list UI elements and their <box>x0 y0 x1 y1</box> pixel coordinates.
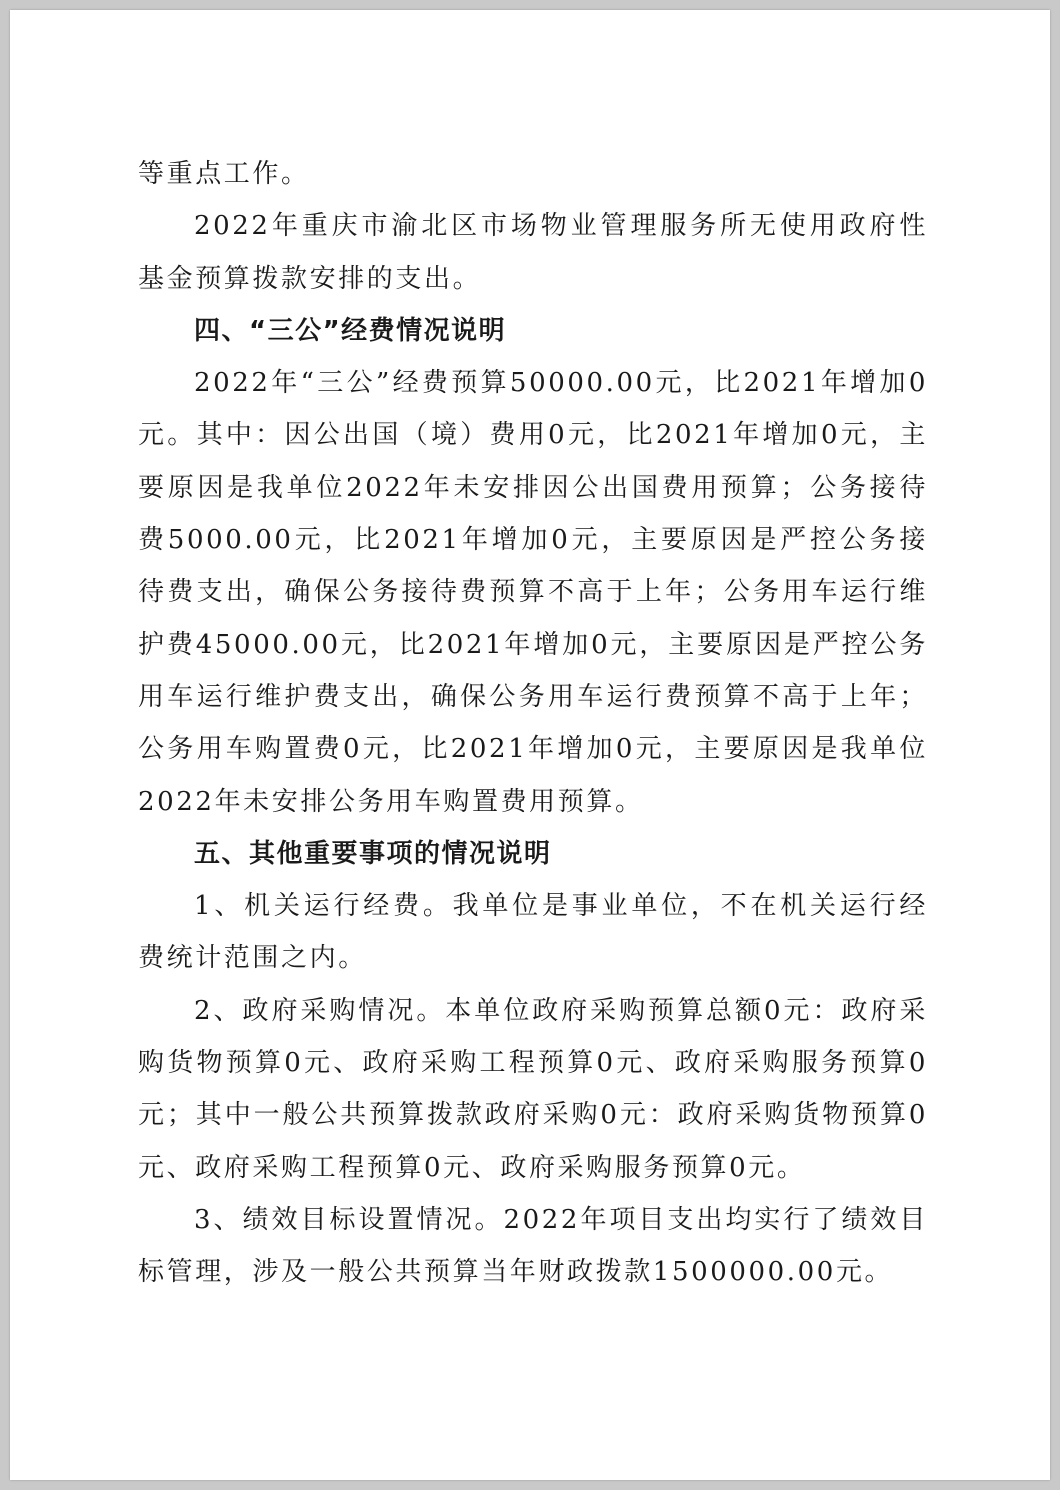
paragraph-operating-expenses: 1、机关运行经费。我单位是事业单位，不在机关运行经费统计范围之内。 <box>138 891 928 974</box>
paragraph-government-procurement: 2、政府采购情况。本单位政府采购预算总额0元：政府采购货物预算0元、政府采购工程预算0元、政府采购服务预算0元；其中一般公共预算拨款政府采购0元：政府采购货物预算0元、政府采购工程预算0元、政府采购服务预算0元。 <box>138 995 928 1183</box>
paragraph-government-fund: 2022年重庆市渝北区市场物业管理服务所无使用政府性基金预算拨款安排的支出。 <box>138 211 928 294</box>
paragraph-three-public-expenses: 2022年“三公”经费预算50000.00元，比2021年增加0元。其中：因公出国（境）费用0元，比2021年增加0元，主要原因是我单位2022年未安排因公出国费用预算；公务接待费5000.00元，比2021年增加0元，主要原因是严控公务接待费支出，确保公务接待费预算不高于上年；公务用车运行维护费45000.00元，比2021年增加0元，主要原因是严控公务用车运行维护费支出，确保公务用车运行费预算不高于上年；公务用车购置费0元，比2021年增加0元，主要原因是我单位2022年未安排公务用车购置费用预算。 <box>138 368 928 817</box>
paragraph-performance-targets: 3、绩效目标设置情况。2022年项目支出均实行了绩效目标管理，涉及一般公共预算当年财政拨款1500000.00元。 <box>138 1204 928 1288</box>
document-page <box>10 10 1050 1480</box>
document-body <box>138 148 928 1299</box>
section-heading-three-public-expenses: 四、“三公”经费情况说明 <box>194 315 507 346</box>
section-heading-other-matters: 五、其他重要事项的情况说明 <box>194 838 552 869</box>
paragraph-continuation: 等重点工作。 <box>138 159 310 189</box>
